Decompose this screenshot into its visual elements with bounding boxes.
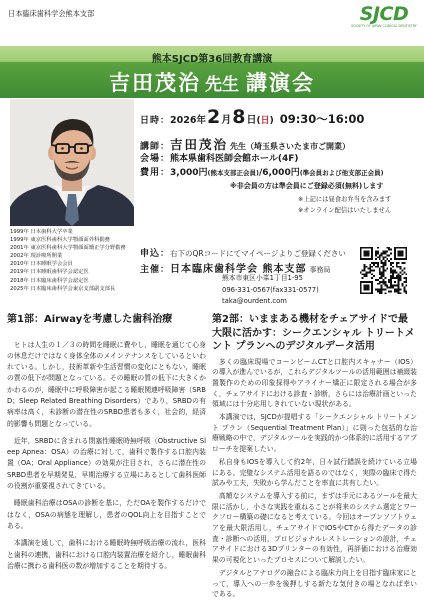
part1-paragraph: 本講演を通して，歯科における睡眠時無呼吸治療の流れ，医科と歯科の連携，歯科における口腔内装置治療を紹介し，睡眠歯科治療に携わる歯科医の数が増加することを期待する。 — [7, 539, 206, 570]
note-registration: ※非会員の方は準会員にご登録必須(無料)します — [230, 182, 384, 190]
part2-paragraph: デジタルとアナログの融合による臨床力向上を目指す臨床家にとって，導入への一歩を後押しする新たな気付きの場となれば幸いである。 — [212, 568, 417, 598]
venue-name: 熊本県歯科医師会館ホール(4F) — [170, 154, 299, 164]
weekday-close: ) — [269, 116, 274, 126]
host-office: 事務局 — [309, 266, 331, 274]
speaker-photo — [10, 99, 134, 226]
banner-honorific: 先生 — [205, 75, 239, 95]
date-day-unit: 日 — [246, 115, 257, 126]
bio-item: 2025年 日本臨床歯科学会東京支部副支部長 — [10, 285, 116, 292]
part2-paragraph: 高額なシステムを導入する前に，まずは手元にあるツールを最大限に活かし，小さな実践を重ねることが将来のシステム選定とワークフロー構築の礎になると考えている。今回はオープンソフトウェアを最大限活用し，チェアサイドでIOSやCTから得たデータの診査・診断への活用，プロビジョナルレストレーションの設計，チェアサイドにおける3Dプリンターの有効性，再評価における治療効果の可視化といったプロセスについて解説したい。 — [212, 491, 417, 565]
banner-speaker-name: 吉田茂治 — [109, 71, 201, 95]
bio-item: 1999年 日本歯科大学卒業 — [10, 229, 73, 235]
bio-item: 2002年 現診療所開業 — [10, 253, 63, 260]
banner-title — [0, 67, 424, 97]
part1-section — [7, 313, 206, 598]
lecturer-label: 講師： — [140, 142, 171, 152]
registration-row — [140, 246, 346, 259]
weekday-open: ( — [256, 116, 261, 126]
part2-paragraph: 本講演では，SJCDが提唱する「シークエンシャル トリートメント プラン（Sequential Treatment Plan）」に則った包括的な治療戦略の中で，デジタルツールを実践的かつ体系的に活用するアプローチを提案したい。 — [212, 413, 417, 454]
part2-paragraph: 私自身もIOSを導入して約2年，日々試行錯誤を続けている立場にある。完璧なシステム活用を語るのではなく，実際の臨床で得た試みや工夫，失敗から学んだことを率直に共有したい。 — [212, 457, 417, 488]
date-month: 2 — [206, 106, 221, 128]
bio-item: 2018年 日本臨床歯科学会認定医 — [10, 277, 89, 284]
fee-member: 3,000円 — [170, 168, 208, 178]
date-year: 2026年 — [170, 115, 206, 126]
host-address: 熊本市東区小峯1丁目1-95 — [222, 274, 303, 282]
part1-paragraph: 近年，SRBDに含まれる閉塞性睡眠時無呼吸（Obstructive Sleep Apnea：OSA）の治療に対して，歯科で製作する口腔内装置（OA；Oral Appliance）の効果が注目され，さらに潜在性のSRBD患者を早期発見，早期治療する立場にあるとして歯科医師の役割が重要視されてきている。 — [7, 436, 206, 491]
title-banner — [0, 46, 424, 98]
bio-item: 2019年 日本睡眠歯科学会認定医 — [10, 269, 89, 276]
fee-row — [140, 165, 384, 178]
event-date-row — [140, 106, 364, 128]
organization-name: 日本臨床歯科学会熊本支部 — [8, 9, 95, 18]
venue-label: 会場： — [140, 154, 171, 164]
date-month-unit: 月 — [221, 115, 232, 126]
host-contact — [222, 273, 319, 308]
date-day: 8 — [232, 106, 246, 128]
host-phone: 096-331-0567(fax331-0577) — [222, 285, 319, 294]
bio-item: 1999年 東京医科歯科大学顎顔面外科勤務 — [10, 237, 110, 244]
registration-text: 右下のQRコードにてマイページよりご登録ください — [170, 249, 346, 258]
event-time: 09:30〜16:00 — [279, 112, 365, 126]
part2-section — [212, 313, 417, 598]
eye-right — [80, 147, 82, 149]
note-online: ※オンライン配信はいたしません — [298, 207, 392, 214]
lecturer-name: 吉田茂治 — [170, 137, 229, 152]
fee-other: 6,000円 — [262, 168, 300, 178]
host-label: 主催： — [140, 265, 171, 275]
registration-label: 申込： — [140, 249, 171, 259]
bio-item: 2001年 東京医科歯科大学顎顔面矯正学分野勤務 — [10, 245, 126, 252]
logo-text: SJCD — [359, 3, 409, 25]
fee-label: 費用： — [140, 168, 171, 178]
host-name: 日本臨床歯科学会 熊本支部 — [170, 264, 307, 275]
host-email: taka@ourdent.com — [222, 297, 287, 306]
part1-paragraph: 睡眠歯科治療はOSAの診断を基に，ただOAを製作するだけではなく，OSAの病態を理解し，患者のQOL向上を目指すことである。 — [7, 499, 206, 530]
fee-member-note: (熊本支部正会員) — [207, 169, 259, 177]
bio-item: 2010年 日本睡眠学会会員 — [10, 261, 73, 268]
note-lunch: ※上記には昼食お弁当を含みます — [298, 196, 392, 203]
part1-heading: 第1部：Airwayを考慮した歯科治療 — [7, 314, 173, 325]
part2-paragraph: 多くの臨床現場でコーンビームCTと口腔内スキャナー（IOS）の導入が進んでいるが，これらデジタルツールの活用範囲は補綴装置製作のための印象採得やアライナー矯正に限定される場合が多く，チェアサイドにおける診査・診断，さらには治療計画といった領域には十分応用しきれていない現状がある。 — [212, 357, 417, 409]
weekday: 日 — [260, 116, 270, 126]
speaker-bio — [10, 228, 136, 293]
qr-code — [356, 243, 411, 298]
logo-subtext: SOCIETY OF JAPAN CLINICAL DENTISTRY — [351, 24, 417, 28]
sjcd-logo — [350, 4, 418, 29]
banner-event-name: 講演会 — [246, 71, 315, 95]
eye-left — [61, 147, 63, 149]
part2-heading: 第2部：いままある機材をチェアサイドで最大限に活かす：シークエンシャル トリートメント プランへのデジタルデータ活用 — [212, 314, 415, 352]
part1-paragraph: ヒトは人生の１／３の時間を睡眠に費やし，睡眠を通じて心身の休息だけではなく身体全体のメインテナンスをしているといわれている。しかし，技術革新や生活習慣の変化にともない，睡眠の質の低下が問題となっている。その睡眠の質の低下に大きくかかわるのが，睡眠中に呼吸障害が起こる睡眠関連呼吸障害（SRBD；Sleep Related Breathing Disorders）であり，SRBDの有病率は高く，未診断の潜在性のSRBD患者も多く，社会的，経済的影響も問題となっている。 — [7, 340, 206, 428]
lecturer-suffix: 先生（埼玉県さいたま市ご開業） — [230, 142, 351, 151]
fee-other-note: (準会員および他支部正会員) — [299, 169, 384, 177]
fee-separator: / — [258, 168, 263, 178]
banner-subtitle: 熊本SJCD第36回教育講演 — [151, 54, 273, 65]
venue-row — [140, 151, 298, 164]
date-label: 日時： — [140, 116, 171, 126]
